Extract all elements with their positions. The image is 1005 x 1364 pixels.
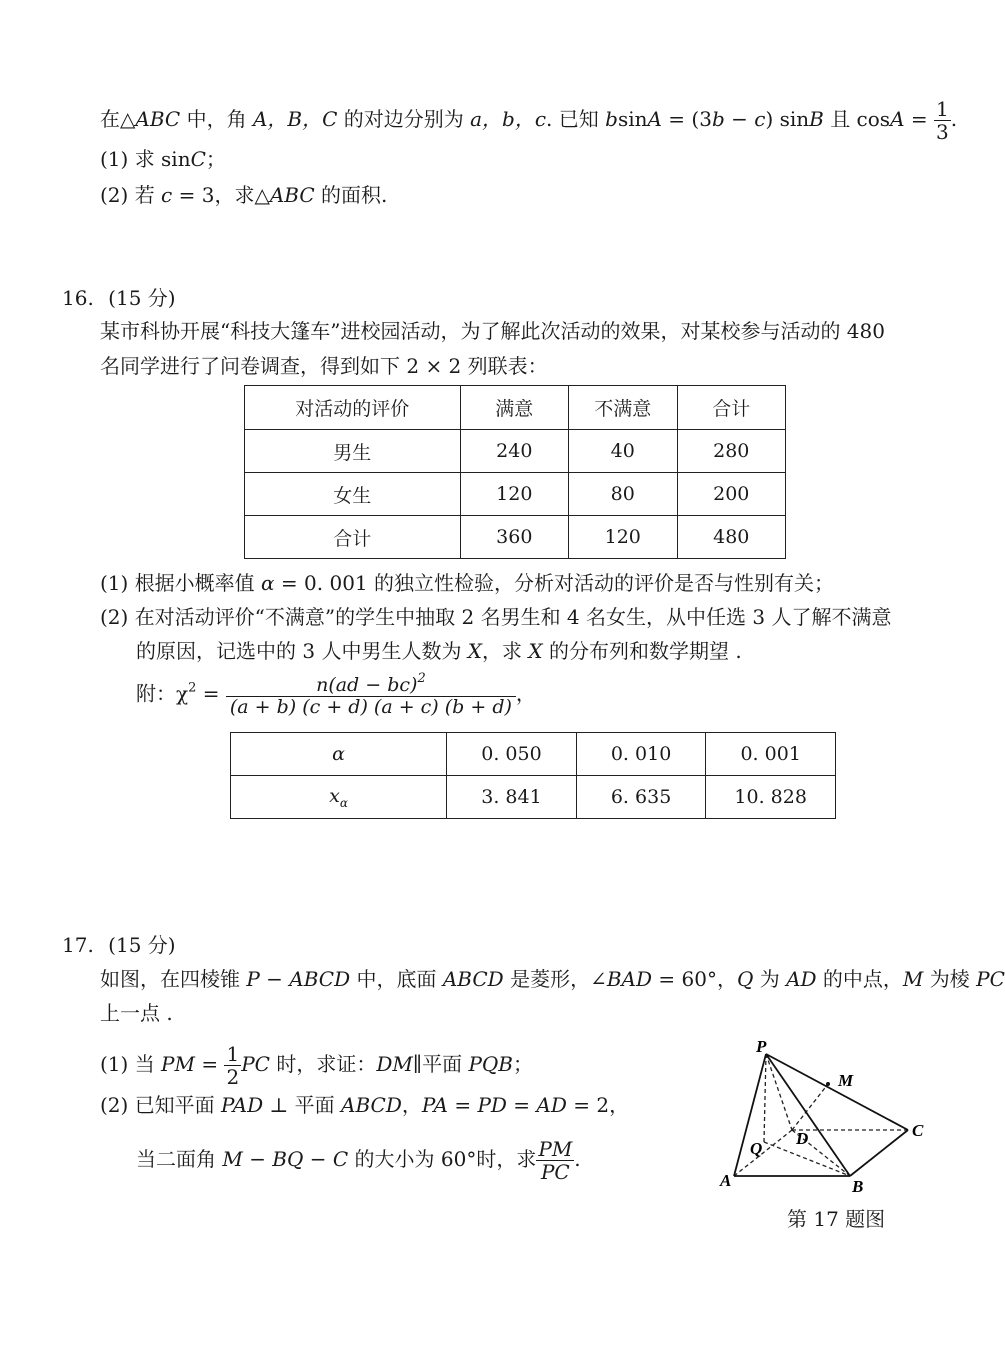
label-A: A — [720, 1171, 732, 1190]
q16-part2-line1: (2) 在对活动评价“不满意”的学生中抽取 2 名男生和 4 名女生，从中任选 3 人了解不满意 — [100, 605, 892, 629]
table-cell: $x_\alpha$ — [231, 776, 447, 819]
q17-part2-line1: (2) 已知平面 PAD ⊥ 平面 ABCD，PA = PD = AD = 2， — [100, 1093, 630, 1117]
label-C: C — [912, 1121, 924, 1140]
table-cell: 0. 001 — [706, 733, 836, 776]
table-cell: 合计 — [245, 516, 461, 559]
table-cell: 40 — [569, 430, 677, 473]
q16-part2-line2: 的原因，记选中的 3 人中男生人数为 X，求 X 的分布列和数学期望 . — [136, 639, 742, 663]
contingency-table — [244, 385, 786, 559]
q15-part2: (2) 若 c = 3，求△ABC 的面积. — [100, 183, 388, 207]
q15-part1: (1) 求 sinC； — [100, 147, 226, 171]
q17-number: 17. — [62, 933, 94, 957]
table-cell: 280 — [677, 430, 786, 473]
table-cell: 480 — [677, 516, 786, 559]
table-cell: 240 — [460, 430, 568, 473]
edge-PC — [766, 1054, 908, 1130]
pyramid-figure — [712, 1034, 938, 1200]
table-cell: 3. 841 — [447, 776, 577, 819]
edge-PQ — [764, 1054, 766, 1142]
table-cell: 10. 828 — [706, 776, 836, 819]
edge-DM — [792, 1084, 828, 1130]
label-M: M — [838, 1071, 854, 1090]
q16-stem-line2: 名同学进行了问卷调查，得到如下 2 × 2 列联表： — [100, 354, 548, 378]
table-cell: 360 — [460, 516, 568, 559]
q17-stem-line1: 如图，在四棱锥 P − ABCD 中，底面 ABCD 是菱形，∠BAD = 60°，Q 为 AD 的中点，M 为棱 PC — [100, 967, 1005, 991]
table-header-cell: 合计 — [677, 386, 786, 430]
figure-caption: 第 17 题图 — [787, 1207, 886, 1231]
table-cell: 120 — [460, 473, 568, 516]
table-cell: 0. 010 — [576, 733, 706, 776]
q17-header — [62, 932, 176, 958]
q16-part1: (1) 根据小概率值 α = 0. 001 的独立性检验，分析对活动的评价是否与性别有关； — [100, 571, 835, 595]
q15-stem: 在△ABC 中，角 A，B，C 的对边分别为 a，b，c. 已知 bsinA = (3b − c) sinB 且 cosA = $\frac{1}{3}$ . — [100, 97, 958, 144]
table-cell: α — [231, 733, 447, 776]
table-header-row — [245, 386, 786, 430]
table-cell: 80 — [569, 473, 677, 516]
label-B: B — [852, 1177, 864, 1196]
q17-score: (15 分) — [108, 933, 176, 957]
q15-fraction: $\frac{1}{3}$ — [936, 97, 949, 144]
q17-part2-line2: 当二面角 M − BQ − C 的大小为 60°时，求 $\frac{PM}{PC}$ . — [136, 1137, 581, 1184]
q16-header — [62, 285, 176, 311]
q16-score: (15 分) — [108, 286, 176, 310]
table-row — [245, 516, 786, 559]
table-cell: 120 — [569, 516, 677, 559]
chi-square-formula: 附：$\chi^2$ = $\frac{n(ad - bc)^2}{(a + b) (c + d) (a + c) (b + d)}$ ， — [136, 671, 536, 718]
q17-part1: (1) 当 PM = $\frac{1}{2}$ PC 时，求证：DM∥平面 PQB； — [100, 1042, 534, 1089]
table-header-cell: 对活动的评价 — [245, 386, 461, 430]
table-cell: 男生 — [245, 430, 461, 473]
point-M — [826, 1082, 830, 1086]
edge-BC — [850, 1130, 908, 1176]
table-header-cell: 不满意 — [569, 386, 677, 430]
table-row — [231, 733, 836, 776]
table-row — [245, 473, 786, 516]
table-cell: 200 — [677, 473, 786, 516]
table-cell: 女生 — [245, 473, 461, 516]
q16-number: 16. — [62, 286, 94, 310]
table-row — [231, 776, 836, 819]
table-header-cell: 满意 — [460, 386, 568, 430]
critical-value-table — [230, 732, 836, 819]
label-Q: Q — [750, 1139, 763, 1158]
label-P: P — [756, 1037, 767, 1056]
table-row — [245, 430, 786, 473]
table-cell: 0. 050 — [447, 733, 577, 776]
table-cell: 6. 635 — [576, 776, 706, 819]
q17-stem-line2: 上一点 . — [100, 1001, 173, 1025]
label-D: D — [796, 1129, 809, 1148]
edge-AD — [734, 1130, 792, 1176]
q16-stem-line1: 某市科协开展“科技大篷车”进校园活动，为了解此次活动的效果，对某校参与活动的 480 — [100, 319, 885, 343]
